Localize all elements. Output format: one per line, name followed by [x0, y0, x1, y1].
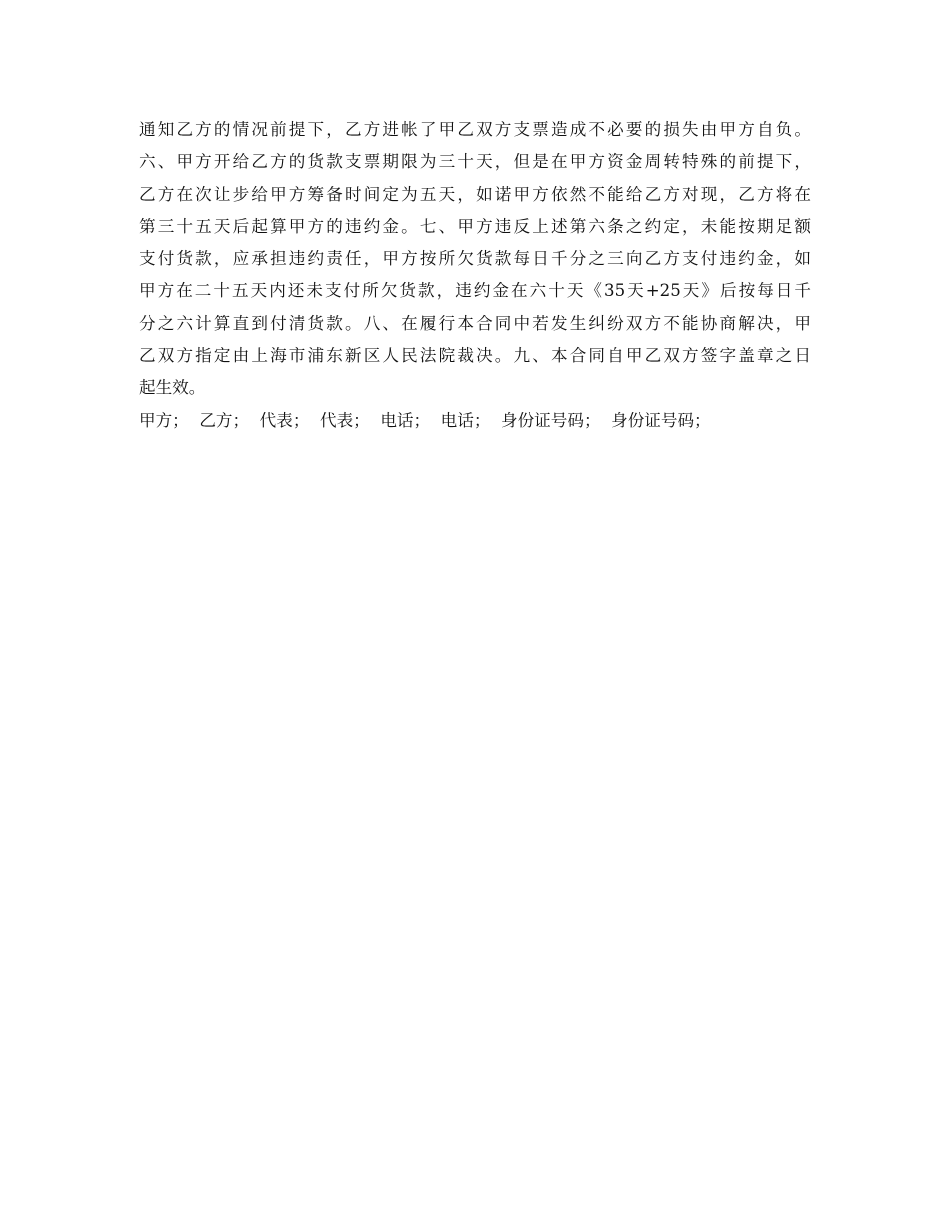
paragraph-line: 第三十五天后起算甲方的违约金。七、甲方违反上述第六条之约定，未能按期足额: [139, 216, 811, 236]
paragraph-line: 乙双方指定由上海市浦东新区人民法院裁决。九、本合同自甲乙双方签字盖章之日: [139, 346, 811, 366]
paragraph-line: 起生效。: [139, 378, 206, 398]
contract-text: [139, 114, 811, 437]
paragraph-line: 分之六计算直到付清货款。八、在履行本合同中若发生纠纷双方不能协商解决，甲: [139, 313, 811, 333]
paragraph-line: 甲方在二十五天内还未支付所欠货款，违约金在六十天《35天+25天》后按每日千: [139, 281, 811, 301]
paragraph-line: 乙方在次让步给甲方筹备时间定为五天，如诺甲方依然不能给乙方对现，乙方将在: [139, 184, 811, 204]
paragraph-line: 通知乙方的情况前提下，乙方进帐了甲乙双方支票造成不必要的损失由甲方自负。: [139, 120, 811, 139]
paragraph-line: 支付货款，应承担违约责任，甲方按所欠货款每日千分之三向乙方支付违约金，如: [139, 249, 811, 269]
signature-line: 甲方； 乙方； 代表； 代表； 电话； 电话； 身份证号码； 身份证号码；: [139, 410, 711, 430]
paragraph-line: 六、甲方开给乙方的货款支票期限为三十天，但是在甲方资金周转特殊的前提下，: [139, 152, 811, 172]
